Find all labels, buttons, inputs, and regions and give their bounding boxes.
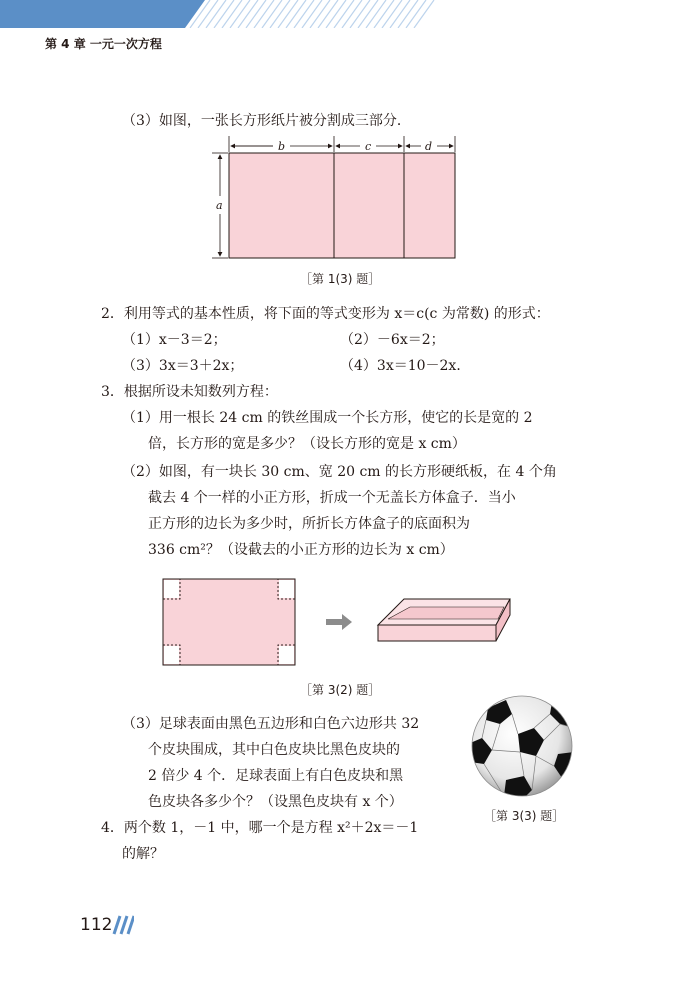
q3-1-line1: （1）用一根长 24 cm 的铁丝围成一个长方形，使它的长是宽的 2 xyxy=(122,410,533,426)
q3-3-line4: 色皮块各多少个？（设黑色皮块有 x 个） xyxy=(148,794,403,810)
arrow-icon xyxy=(326,614,352,630)
q3-3-line1: （3）足球表面由黑色五边形和白色六边形共 32 xyxy=(122,716,420,732)
header-decoration xyxy=(0,0,700,28)
label-a: a xyxy=(216,199,223,212)
label-c: c xyxy=(365,140,372,153)
cardboard-sheet xyxy=(163,579,295,665)
q1-3-text: （3）如图，一张长方形纸片被分割成三部分． xyxy=(122,113,411,129)
q2-item-1: （1）x－3＝2； xyxy=(122,332,227,348)
q2-stem: 2．利用等式的基本性质，将下面的等式变形为 x＝c(c 为常数) 的形式： xyxy=(101,306,550,322)
q1-3-figure xyxy=(208,134,458,264)
q3-stem: 3．根据所设未知数列方程： xyxy=(101,384,278,400)
q3-3-line2: 个皮块围成，其中白色皮块比黑色皮块的 xyxy=(148,742,400,758)
chapter-title: 第 4 章 一元一次方程 xyxy=(45,37,162,51)
q3-2-line4: 336 cm²？（设截去的小正方形的边长为 x cm） xyxy=(148,542,454,558)
page-slash-decoration xyxy=(108,914,134,936)
q3-1-line2: 倍，长方形的宽是多少？（设长方形的宽是 x cm） xyxy=(148,436,466,452)
page-number-text: 112 xyxy=(80,915,113,935)
label-d: d xyxy=(425,140,433,153)
open-box xyxy=(378,599,510,641)
q4-line1: 4．两个数 1，－1 中，哪一个是方程 x²＋2x＝－1 xyxy=(101,820,419,836)
label-b: b xyxy=(278,140,286,153)
caption-q1-3: ［第 1(3) 题］ xyxy=(300,272,381,286)
soccer-ball-image xyxy=(470,694,574,798)
q2-item-3: （3）3x＝3＋2x； xyxy=(122,358,244,374)
caption-q3-3: ［第 3(3) 题］ xyxy=(484,809,565,823)
q3-2-line3: 正方形的边长为多少时，所折长方体盒子的底面积为 xyxy=(148,516,470,532)
q3-2-figure xyxy=(160,575,520,670)
q3-3-line3: 2 倍少 4 个．足球表面上有白色皮块和黑 xyxy=(148,768,404,784)
q3-2-line2: 截去 4 个一样的小正方形，折成一个无盖长方体盒子．当小 xyxy=(148,490,516,506)
caption-q3-2: ［第 3(2) 题］ xyxy=(300,683,381,697)
q2-item-4: （4）3x＝10－2x． xyxy=(340,358,471,374)
q4-line2: 的解？ xyxy=(122,846,164,862)
header-band xyxy=(0,0,700,28)
q2-item-2: （2）－6x＝2； xyxy=(340,332,445,348)
q3-2-line1: （2）如图，有一块长 30 cm、宽 20 cm 的长方形硬纸板，在 4 个角 xyxy=(122,464,557,480)
